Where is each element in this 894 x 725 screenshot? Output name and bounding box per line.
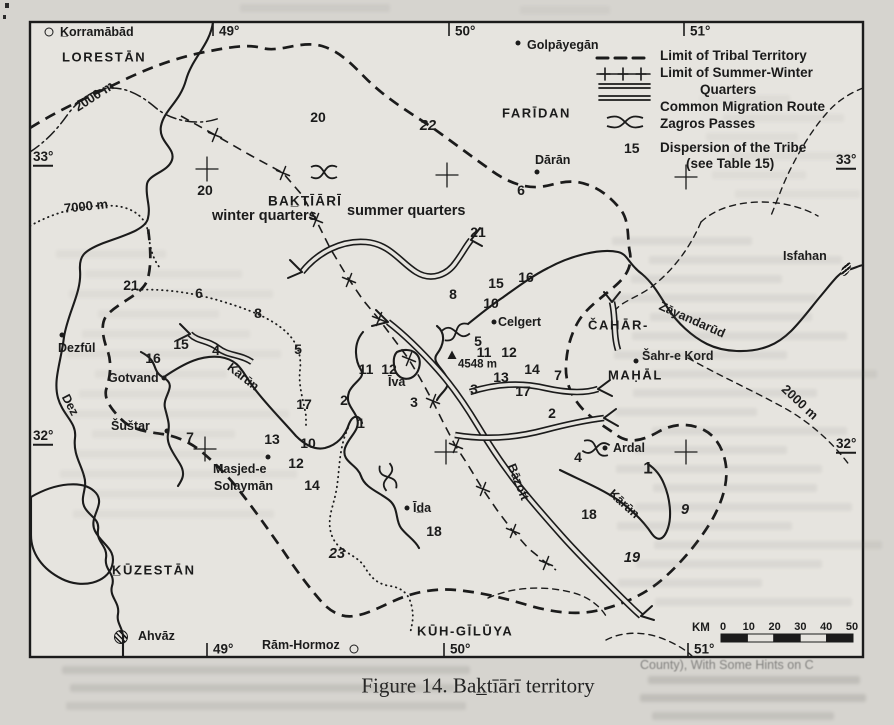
ida-marker [405,506,410,511]
place-sustar: Šuštar [111,418,150,433]
ghost-text-bar [520,6,610,14]
dispersion-number-9: 9 [680,501,690,518]
ghost-text-bar [636,560,822,568]
dispersion-number-18: 18 [581,506,597,522]
ghost-text-bar [98,310,219,318]
ghost-text-bar [617,522,792,530]
dispersion-number-22: 22 [419,117,437,134]
region-kuh-giluya: KŪH-GĪLŪYA [417,623,514,639]
dispersion-number-1: 1 [643,458,653,478]
latitude-label-left: 33° [33,150,53,167]
place-korramabad: K̲orramābād [60,24,134,39]
legend-dispersion-label-2: (see Table 15) [686,156,775,171]
place-gotvand: Gotvand [108,370,159,385]
latitude-label-right: 33° [836,153,856,170]
latitude-label-right: 32° [836,437,856,454]
dispersion-number-14: 14 [524,361,540,377]
river-zayandarud: Zāyandarūd [656,298,728,341]
ghost-text-bar [56,250,166,258]
peak-4548m: 4548 m [458,358,498,371]
latitude-label-left: 32° [33,429,53,446]
ghost-text-bar [618,579,762,587]
scale-unit: KM [692,622,710,634]
figure-caption: Figure 14. Bak̲tīārī territory [361,673,595,698]
dispersion-number-15: 15 [173,336,189,352]
ghost-text-bar [652,427,847,435]
ghost-text-bar [66,350,281,358]
dispersion-number-10: 10 [300,435,316,451]
tribe-baktiari: BAK̲TĪĀRĪ [268,193,343,209]
ghost-text-bar [240,4,390,12]
ghost-text-bar [631,275,782,283]
dispersion-number-7: 7 [186,429,194,445]
ghost-text-bar [648,676,860,684]
dispersion-number-15: 15 [488,275,504,291]
dispersion-number-2: 2 [548,405,556,421]
ghost-text-bar [655,598,852,606]
celgert-marker [492,320,497,325]
dispersion-number-3: 3 [410,394,418,410]
dispersion-number-20: 20 [310,109,326,125]
dispersion-sample-number: 15 [624,140,640,156]
dispersion-number-16: 16 [145,350,161,366]
place-ahvaz: Ahvāz [138,628,175,643]
ghost-text-bar [723,114,844,122]
contour-2000m-southeast: 2000 m [778,381,822,423]
ram-hormoz-marker [350,645,359,654]
place-ram-hormoz: Rām-Hormoz [262,637,340,652]
zagros-pass-symbol [598,114,654,130]
ghost-text-bar [60,470,297,478]
masjed-e-solayman-marker [266,455,271,460]
dispersion-number-2: 2 [340,392,348,408]
scale-tick-0: 0 [719,621,727,633]
scale-bar [690,618,865,648]
dispersion-number-21: 21 [123,277,139,293]
dispersion-number-4: 4 [574,449,582,465]
dispersion-number-11: 11 [476,344,492,360]
ghost-text-bar [85,270,242,278]
ghost-text-bar [82,330,250,338]
sahr-e-kord-marker [634,359,639,364]
ghost-text-bar [89,490,243,498]
scale-tick-50: 50 [845,621,859,633]
dispersion-number-4: 4 [212,342,220,358]
dezful-marker [60,333,65,338]
ghost-text-bar [92,430,235,438]
dispersion-number-1: 1 [357,415,365,431]
place-dezful: Dezfūl [58,340,96,355]
ghost-text-bar [712,171,806,179]
legend-tribal-limit-label: Limit of Tribal Territory [660,48,807,63]
ghost-text-bar [62,666,470,674]
longitude-label-bottom: 49° [213,641,234,657]
river-dez: Dez [58,391,82,418]
scale-tick-30: 30 [794,621,807,633]
dispersion-number-5: 5 [294,341,302,357]
scale-bar-graphic [720,632,860,646]
dispersion-number-20: 20 [197,182,213,198]
dispersion-number-13: 13 [493,369,509,385]
dispersion-number-8: 8 [449,286,457,302]
golpayegan-marker [516,41,521,46]
place-daran: Dārān [535,152,571,167]
place-ardal: Ardal [613,440,645,455]
ghost-text-bar [653,484,817,492]
ghost-text-bar [612,237,752,245]
place-solayman: Solaymān [214,478,274,493]
ghost-text-bar [615,408,757,416]
dispersion-number-17: 17 [296,396,312,412]
ahvaz-marker [114,630,128,644]
dispersion-number-16: 16 [518,269,534,285]
ghost-text-bar [616,465,822,473]
dispersion-number-7: 7 [554,367,562,383]
double-line-symbol [598,82,654,104]
dispersion-number-12: 12 [381,361,397,377]
ghost-text-bar [632,332,847,340]
dispersion-number-19: 19 [623,549,641,566]
ghost-text-bar [63,410,289,418]
region-faridan: FARĪDAN [502,105,571,121]
region-cahar: ČAHĀR- [588,317,649,333]
dispersion-number-23: 23 [328,545,346,562]
dispersion-number-6: 6 [517,182,525,198]
dispersion-number-21: 21 [470,224,486,240]
ghost-text-bar [652,712,834,720]
legend-sw-limit-label-2: Quarters [700,82,757,97]
place-iva: Īva [388,374,406,389]
ghost-text-bar [614,351,787,359]
ghost-text-bar [634,446,787,454]
ghost-text-bar [79,390,258,398]
contour-7000m: 7000 m [63,196,109,216]
dispersion-number-10: 10 [483,295,499,311]
ghost-text-bar [654,541,882,549]
region-lorestan: LORESTĀN [62,49,147,65]
daran-marker [535,170,540,175]
scale-tick-40: 40 [820,621,833,633]
legend-migration-label: Common Migration Route [660,99,825,114]
dispersion-number-12: 12 [501,344,517,360]
ghost-text-bar [70,684,455,692]
longitude-label-top: 49° [219,23,240,39]
longitude-label-bottom: 51° [694,641,715,657]
place-ida: Īd̲a [413,500,432,515]
zone-winter-quarters: winter quarters [212,207,317,224]
longitude-label-bottom: 50° [450,641,471,657]
river-karun-west: Kārūn [224,360,262,394]
dispersion-number-6: 6 [195,285,203,301]
ghost-text-bar [651,370,877,378]
ghost-text-bar [633,389,817,397]
dispersion-number-8: 8 [254,305,262,321]
legend-dispersion-label: Dispersion of the Tribe [660,140,807,155]
dispersion-number-14: 14 [304,477,320,493]
place-golpayegan: Golpāyegān [527,37,599,52]
dashed-line-symbol [596,51,652,65]
dispersion-number-18: 18 [426,523,442,539]
river-bazoft: Bāzoft [504,461,532,503]
korramabad-marker [45,28,54,37]
ghost-text-bar [649,256,842,264]
ghost-text-bar [76,450,266,458]
ghost-text-bar [700,95,790,103]
zone-summer-quarters: summer quarters [347,202,466,219]
ghost-text-bar [729,152,852,160]
dispersion-number-13: 13 [264,431,280,447]
region-mahal: MAḤĀL [608,367,663,383]
contour-2000m-northwest: 2000 m [71,77,117,115]
scale-tick-10: 10 [742,621,755,633]
ghost-text-bar [706,133,798,141]
scan-speck [5,3,9,8]
place-isfahan: Isfahan [783,248,827,263]
ghost-text-bar [73,510,274,518]
ghost-text-bar [66,702,466,710]
ghost-text-bar [635,503,852,511]
dispersion-number-17: 17 [515,383,531,399]
ghost-text-bar [640,694,866,702]
ghost-text-bar [613,294,817,302]
dispersion-number-5: 5 [474,333,482,349]
ghost-text-bar [735,190,860,198]
river-karun-southeast: Kārūn [606,486,643,522]
scale-tick-20: 20 [768,621,781,633]
legend-sw-limit-label: Limit of Summer-Winter [660,65,813,80]
ghost-text-bar [650,313,812,321]
ardal-marker [603,446,608,451]
dispersion-number-12: 12 [288,455,304,471]
dispersion-number-3: 3 [470,381,478,397]
scan-speck [3,15,6,19]
legend-passes-label: Zagros Passes [660,116,756,131]
dispersion-number-11: 11 [358,361,374,377]
place-sahr-e-kord: Šahr-e Kord [642,348,714,363]
ghost-text-fragment: County), With Some Hints on C [640,658,814,672]
place-celgert: Celgert [498,314,542,329]
ghost-text-bar [69,290,273,298]
region-kuzestan: K̲ŪZESTĀN [112,562,196,578]
longitude-label-top: 50° [455,23,476,39]
tick-line-symbol [596,66,652,82]
place-masjed-e: Masjed-e [213,461,267,476]
ghost-text-bar [95,370,227,378]
longitude-label-top: 51° [690,23,711,39]
